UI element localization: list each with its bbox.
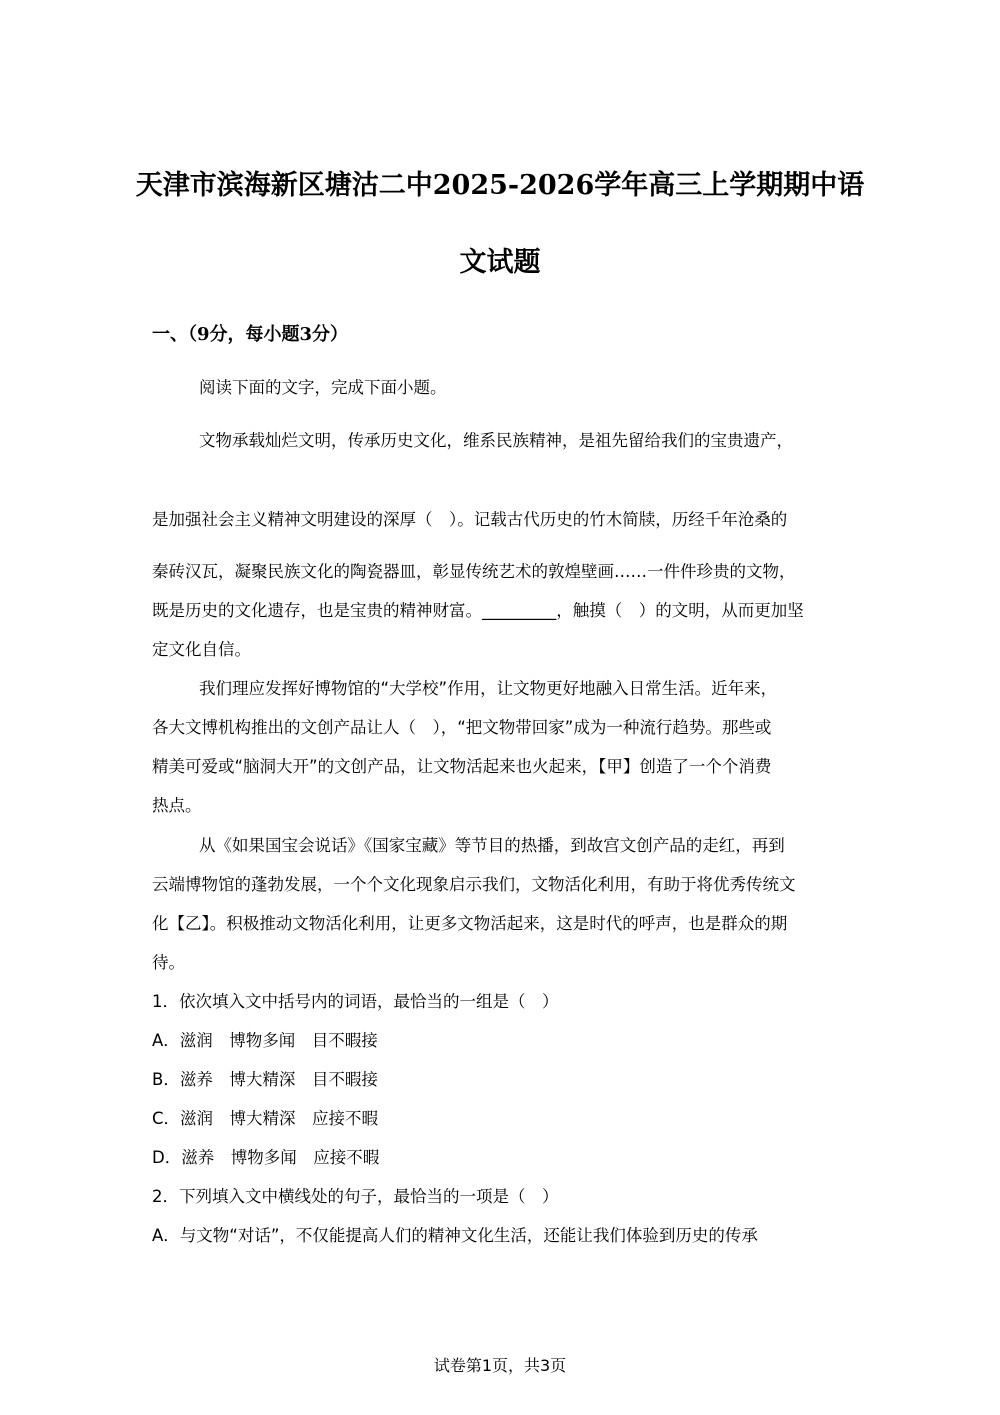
exam-title-line-1: 天津市滨海新区塘沽二中2025-2026学年高三上学期期中语 (135, 170, 865, 201)
section-heading: 一、（9分，每小题3分） (152, 324, 349, 345)
passage-line: 化【乙】。积极推动文物活化利用，让更多文物活起来，这是时代的呼声，也是群众的期 (152, 914, 788, 933)
question-2: 2．下列填入文中横线处的句子，最恰当的一项是（ ） (152, 1187, 559, 1206)
passage-line: 定文化自信。 (152, 640, 251, 659)
question-1-option-a: A．滋润 博物多闻 目不暇接 (152, 1031, 378, 1050)
passage-line: 既是历史的文化遗存，也是宝贵的精神财富。_________，触摸（ ）的文明，从而更加坚 (152, 601, 804, 620)
question-2-option-a: A．与文物“对话”，不仅能提高人们的精神文化生活，还能让我们体验到历史的传承 (152, 1226, 758, 1245)
passage-line: 是加强社会主义精神文明建设的深厚（ ）。记载古代历史的竹木简牍，历经千年沧桑的 (152, 510, 788, 529)
question-1-option-d: D．滋养 博物多闻 应接不暇 (152, 1148, 380, 1167)
exam-title-line-2: 文试题 (459, 247, 541, 278)
passage-line: 各大文博机构推出的文创产品让人（ ），“把文物带回家”成为一种流行趋势。那些或 (152, 718, 772, 737)
passage-line: 从《如果国宝会说话》《国家宝藏》等节目的热播，到故宫文创产品的走红，再到 (199, 836, 785, 855)
passage-line: 精美可爱或“脑洞大开”的文创产品，让文物活起来也火起来，【甲】创造了一个个消费 (152, 757, 772, 776)
question-1-option-b: B．滋养 博大精深 目不暇接 (152, 1070, 378, 1089)
question-1: 1．依次填入文中括号内的词语，最恰当的一组是（ ） (152, 992, 559, 1011)
passage-line: 云端博物馆的蓬勃发展，一个个文化现象启示我们，文物活化利用，有助于将优秀传统文 (152, 875, 796, 894)
passage-line: 待。 (152, 953, 185, 972)
question-1-option-c: C．滋润 博大精深 应接不暇 (152, 1109, 379, 1128)
passage-line: 文物承载灿烂文明，传承历史文化，维系民族精神，是祖先留给我们的宝贵遗产， (199, 431, 793, 450)
reading-instruction: 阅读下面的文字，完成下面小题。 (199, 378, 447, 397)
page-footer: 试卷第1页，共3页 (433, 1356, 567, 1375)
passage-line: 我们理应发挥好博物馆的“大学校”作用，让文物更好地融入日常生活。近年来， (199, 679, 778, 698)
passage-line: 秦砖汉瓦，凝聚民族文化的陶瓷器皿，彰显传统艺术的敦煌壁画……一件件珍贵的文物， (152, 562, 796, 581)
passage-line: 热点。 (152, 796, 202, 815)
